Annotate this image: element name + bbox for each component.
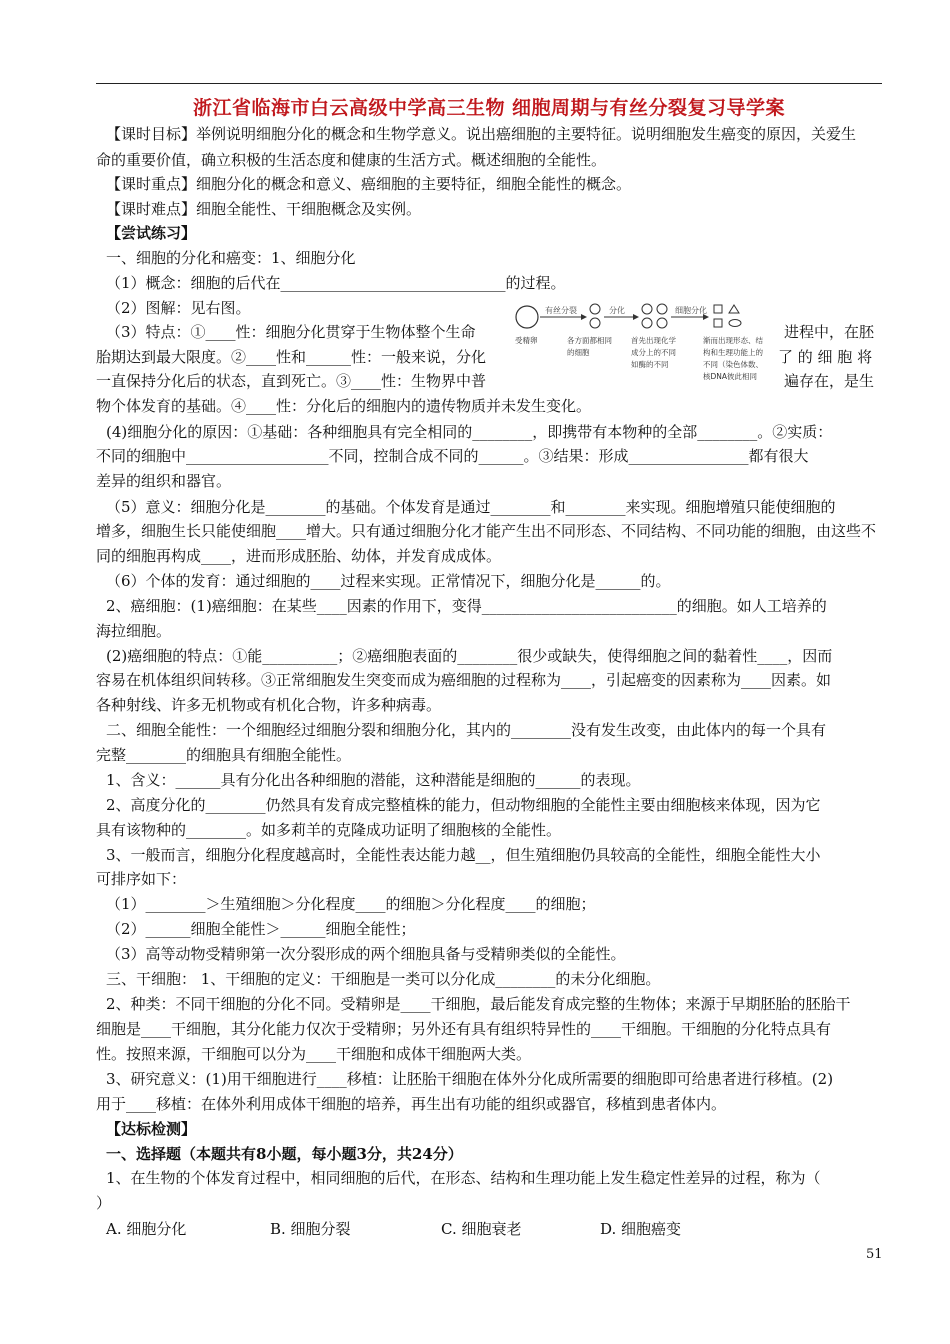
question-text: 1、在生物的个体发育过程中，相同细胞的后代，在形态、结构和生理功能上发生稳定性差异的过程，称为（: [106, 1169, 821, 1187]
text-line: （2）______细胞全能性＞______细胞全能性；: [106, 920, 416, 938]
section-heading: 【尝试练习】: [106, 224, 197, 242]
text-line: 胎期达到最大限度。②____性和______性：一般来说，分化: [96, 348, 487, 366]
text-line: 海拉细胞。: [96, 622, 172, 640]
text-line: (2)癌细胞的特点：①能__________；②癌细胞表面的________很少或缺失，使得细胞之间的黏着性____，因而: [106, 647, 833, 665]
text-line: 二、细胞全能性：一个细胞经过细胞分裂和细胞分化，其内的________没有发生改变，由此体内的每一个具有: [106, 721, 827, 739]
text-line: 一直保持分化后的状态，直到死亡。③____性：生物界中普: [96, 372, 487, 390]
text-fragment: 遍存在，是生: [784, 372, 875, 390]
text-line: （5）意义：细胞分化是________的基础。个体发育是通过________和________来实现。细胞增殖只能使细胞的: [106, 498, 836, 516]
text-line: （1）概念：细胞的后代在______________________________的过程。: [106, 274, 566, 292]
option-c: C. 细胞衰老: [441, 1220, 522, 1238]
page-number: 51: [866, 1247, 883, 1262]
section-heading: 一、选择题（本题共有8小题，每小题3分，共24分）: [106, 1145, 463, 1163]
text-line: 2、癌细胞：(1)癌细胞：在某些____因素的作用下，变得__________________________的细胞。如人工培养的: [106, 597, 827, 615]
svg-text:首先出现化学: 首先出现化学: [631, 336, 676, 345]
option-b: B. 细胞分裂: [270, 1220, 351, 1238]
cell-differentiation-diagram: [507, 303, 777, 395]
option-a: A. 细胞分化: [106, 1220, 187, 1238]
text-line: 【课时重点】细胞分化的概念和意义、癌细胞的主要特征，细胞全能性的概念。: [106, 175, 632, 193]
svg-text:不同（染色体数、: 不同（染色体数、: [703, 360, 763, 369]
text-line: 一、细胞的分化和癌变：1、细胞分化: [106, 249, 356, 267]
text-line: 【课时难点】细胞全能性、干细胞概念及实例。: [106, 200, 422, 218]
svg-text:如酶的不同: 如酶的不同: [631, 360, 669, 369]
svg-text:核DNA彼此相同: 核DNA彼此相同: [703, 372, 758, 381]
svg-text:渐而出现形态、结: 渐而出现形态、结: [703, 336, 763, 345]
text-line: 差异的组织和器官。: [96, 472, 232, 490]
text-line: 细胞是____干细胞，其分化能力仅次于受精卵；另外还有具有组织特异性的____干细胞。干细胞的分化特点具有: [96, 1020, 832, 1038]
svg-text:成分上的不同: 成分上的不同: [631, 348, 676, 357]
text-line: （6）个体的发育：通过细胞的____过程来实现。正常情况下，细胞分化是______的。: [106, 572, 671, 590]
text-line: （1）________＞生殖细胞＞分化程度____的细胞＞分化程度____的细胞；: [106, 895, 596, 913]
svg-text:的细胞: 的细胞: [567, 348, 590, 357]
section-heading: 【达标检测】: [106, 1120, 197, 1138]
text-line: 三、干细胞： 1、干细胞的定义：干细胞是一类可以分化成________的未分化细胞。: [106, 970, 661, 988]
zygote-cell: [516, 306, 538, 328]
text-line: 增多，细胞生长只能使细胞____增大。只有通过细胞分化才能产生出不同形态、不同结构、不同功能的细胞，由这些不: [96, 522, 877, 540]
text-line: 物个体发育的基础。④____性：分化后的细胞内的遗传物质并未发生变化。: [96, 397, 592, 415]
text-line: 不同的细胞中___________________不同，控制合成不同的______。③结果：形成________________都有很大: [96, 447, 809, 465]
text-line: 具有该物种的________。如多莉羊的克隆成功证明了细胞核的全能性。: [96, 821, 562, 839]
text-line: 3、一般而言，细胞分化程度越高时，全能性表达能力越__，但生殖细胞仍具较高的全能性，细胞全能性大小: [106, 846, 821, 864]
text-line: 3、研究意义：(1)用干细胞进行____移植：让胚胎干细胞在体外分化成所需要的细胞即可给患者进行移植。(2): [106, 1070, 834, 1088]
text-line: （3）高等动物受精卵第一次分裂形成的两个细胞具备与受精卵类似的全能性。: [106, 945, 626, 963]
text-line: 可排序如下：: [96, 870, 187, 888]
text-line: （3）特点：①____性：细胞分化贯穿于生物体整个生命: [106, 323, 476, 341]
text-line: 同的细胞再构成____，进而形成胚胎、幼体，并发育成成体。: [96, 547, 502, 565]
arrow-label: 分化: [609, 306, 625, 315]
text-line: 性。按照来源，干细胞可以分为____干细胞和成体干细胞两大类。: [96, 1045, 532, 1063]
text-fragment: 进程中，在胚: [784, 323, 875, 341]
header-rule: [96, 83, 882, 84]
svg-text:构和生理功能上的: 构和生理功能上的: [703, 348, 763, 357]
arrow-label: 细胞分化: [675, 306, 707, 315]
page-title: 浙江省临海市白云高级中学高三生物 细胞周期与有丝分裂复习导学案: [192, 97, 786, 119]
text-line: (4)细胞分化的原因：①基础：各种细胞具有完全相同的________，即携带有本物种的全部________。②实质：: [106, 423, 833, 441]
text-line: 容易在机体组织间转移。③正常细胞发生突变而成为癌细胞的过程称为____，引起癌变的因素称为____因素。如: [96, 671, 832, 689]
text-line: 【课时目标】举例说明细胞分化的概念和生物学意义。说出癌细胞的主要特征。说明细胞发生癌变的原因，关爱生: [106, 125, 857, 143]
svg-text:受精卵: 受精卵: [515, 336, 538, 345]
text-line: 2、高度分化的________仍然具有发育成完整植株的能力，但动物细胞的全能性主要由细胞核来体现，因为它: [106, 796, 821, 814]
text-line: 命的重要价值，确立积极的生活态度和健康的生活方式。概述细胞的全能性。: [96, 151, 607, 169]
text-line: 各种射线、许多无机物或有机化合物，许多种病毒。: [96, 696, 442, 714]
question-text: ）: [96, 1194, 112, 1212]
text-line: 2、种类：不同干细胞的分化不同。受精卵是____干细胞，最后能发育成完整的生物体；来源于早期胚胎的胚胎干: [106, 995, 851, 1013]
option-d: D. 细胞癌变: [600, 1220, 682, 1238]
svg-text:各方面都相同: 各方面都相同: [567, 336, 612, 345]
text-line: 用于____移植：在体外利用成体干细胞的培养，再生出有功能的组织或器官，移植到患者体内。: [96, 1095, 727, 1113]
text-line: （2）图解：见右图。: [106, 299, 251, 317]
text-fragment: 了 的 细 胞 将: [778, 348, 873, 366]
arrow-label: 有丝分裂: [545, 306, 577, 315]
text-line: 完整________的细胞具有细胞全能性。: [96, 746, 352, 764]
text-line: 1、含义：______具有分化出各种细胞的潜能，这种潜能是细胞的______的表现。: [106, 771, 641, 789]
